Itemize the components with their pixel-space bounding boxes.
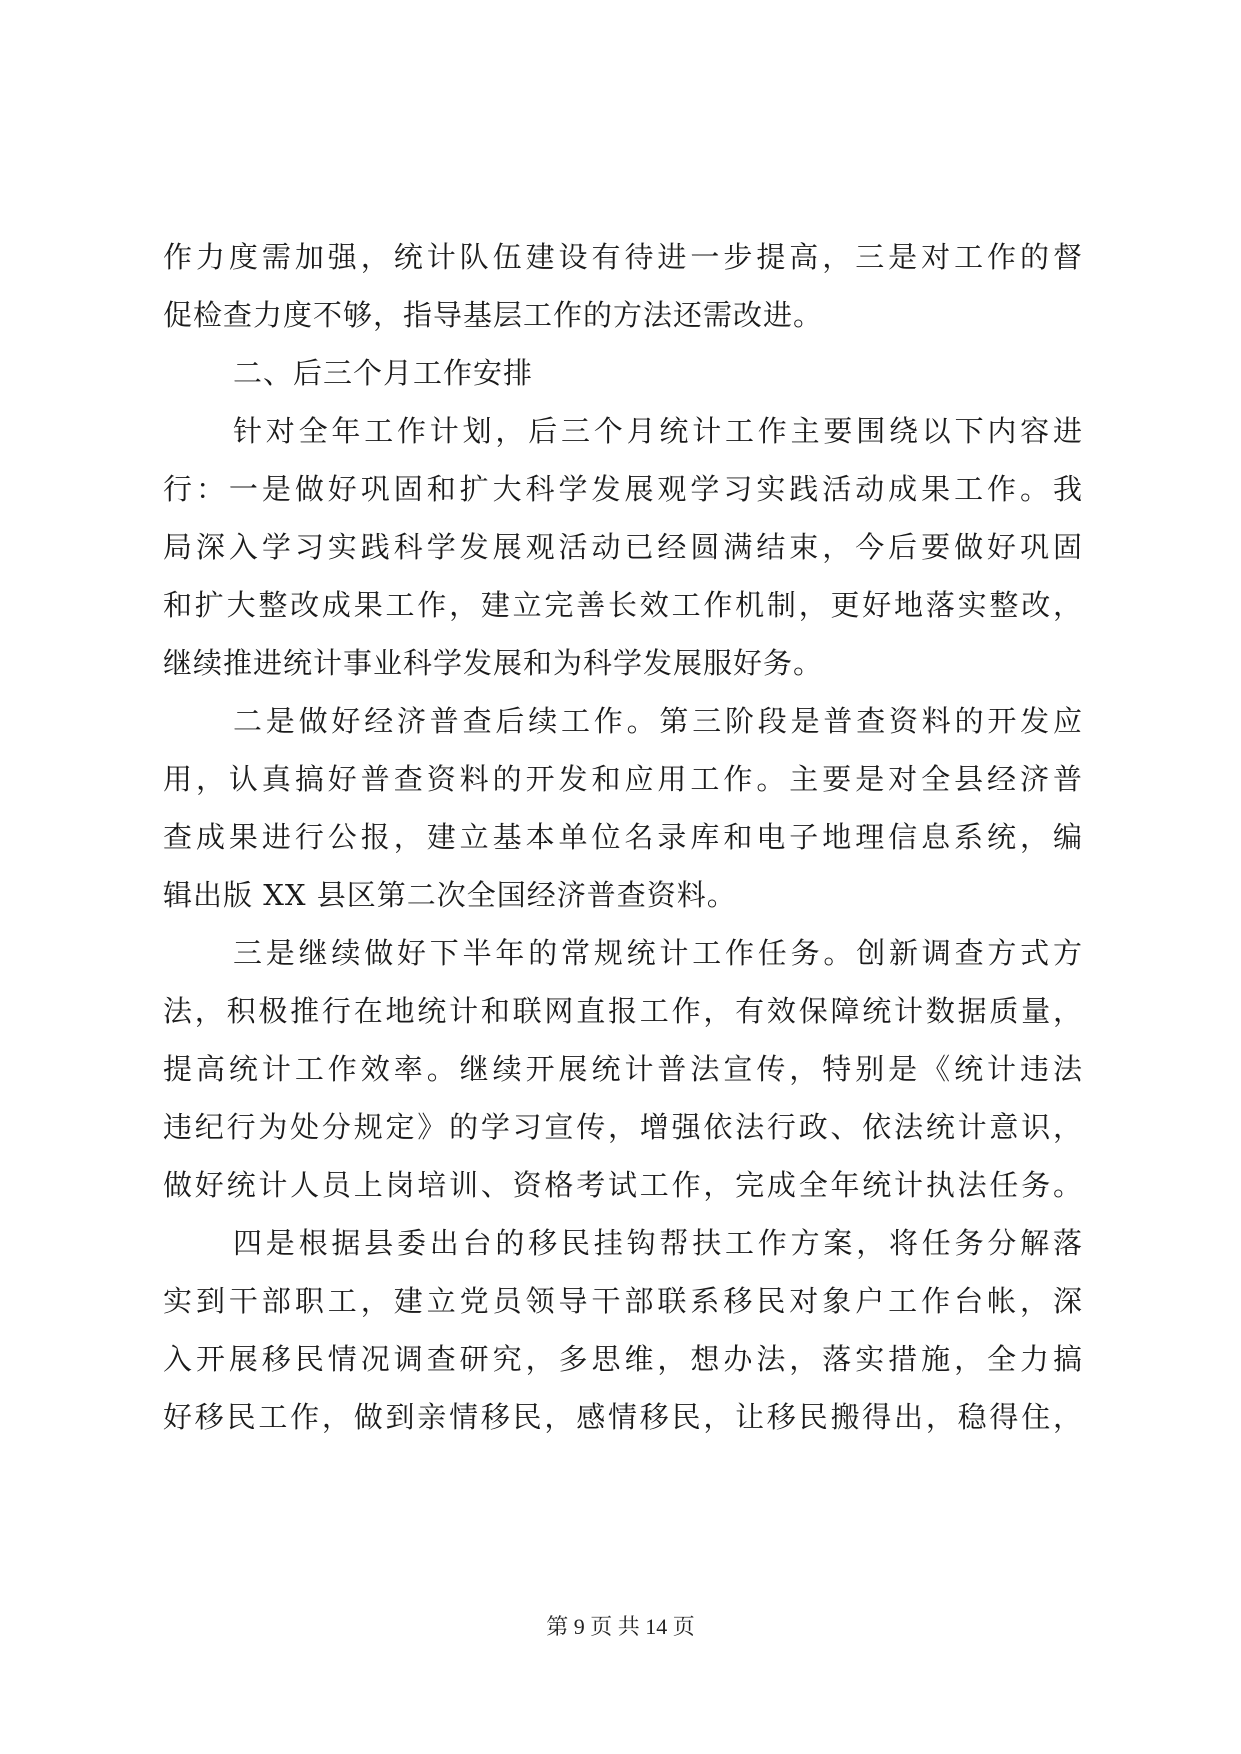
text-line: 违纪行为处分规定》的学习宣传，增强依法行政、依法统计意识， bbox=[163, 1110, 1083, 1144]
text-line: 继续推进统计事业科学发展和为科学发展服好务。 bbox=[163, 646, 824, 680]
text-line: 好移民工作，做到亲情移民，感情移民，让移民搬得出，稳得住， bbox=[163, 1400, 1083, 1434]
text-line: 促检查力度不够，指导基层工作的方法还需改进。 bbox=[163, 298, 824, 332]
text-line: 作力度需加强，统计队伍建设有待进一步提高，三是对工作的督 bbox=[163, 240, 1083, 274]
page-number-footer: 第 9 页 共 14 页 bbox=[546, 1614, 695, 1639]
text-line: 行：一是做好巩固和扩大科学发展观学习实践活动成果工作。我 bbox=[163, 472, 1083, 506]
text-line: 针对全年工作计划，后三个月统计工作主要围绕以下内容进 bbox=[233, 414, 1083, 448]
text-line: 做好统计人员上岗培训、资格考试工作，完成全年统计执法任务。 bbox=[163, 1168, 1083, 1202]
text-line: 用，认真搞好普查资料的开发和应用工作。主要是对全县经济普 bbox=[163, 762, 1083, 796]
text-line: 入开展移民情况调查研究，多思维，想办法，落实措施，全力搞 bbox=[163, 1342, 1083, 1376]
text-line: 和扩大整改成果工作，建立完善长效工作机制，更好地落实整改， bbox=[163, 588, 1083, 622]
text-line: 辑出版 XX 县区第二次全国经济普查资料。 bbox=[163, 878, 737, 912]
text-line: 查成果进行公报，建立基本单位名录库和电子地理信息系统，编 bbox=[163, 820, 1083, 854]
text-line: 实到干部职工，建立党员领导干部联系移民对象户工作台帐，深 bbox=[163, 1284, 1083, 1318]
text-line: 二、后三个月工作安排 bbox=[233, 356, 534, 390]
text-line: 法，积极推行在地统计和联网直报工作，有效保障统计数据质量， bbox=[163, 994, 1083, 1028]
text-line: 二是做好经济普查后续工作。第三阶段是普查资料的开发应 bbox=[233, 704, 1083, 738]
text-line: 提高统计工作效率。继续开展统计普法宣传，特别是《统计违法 bbox=[163, 1052, 1083, 1086]
text-line: 局深入学习实践科学发展观活动已经圆满结束，今后要做好巩固 bbox=[163, 530, 1083, 564]
text-line: 四是根据县委出台的移民挂钩帮扶工作方案，将任务分解落 bbox=[233, 1226, 1083, 1260]
text-line: 三是继续做好下半年的常规统计工作任务。创新调查方式方 bbox=[233, 936, 1083, 970]
document-body bbox=[163, 228, 1083, 1446]
